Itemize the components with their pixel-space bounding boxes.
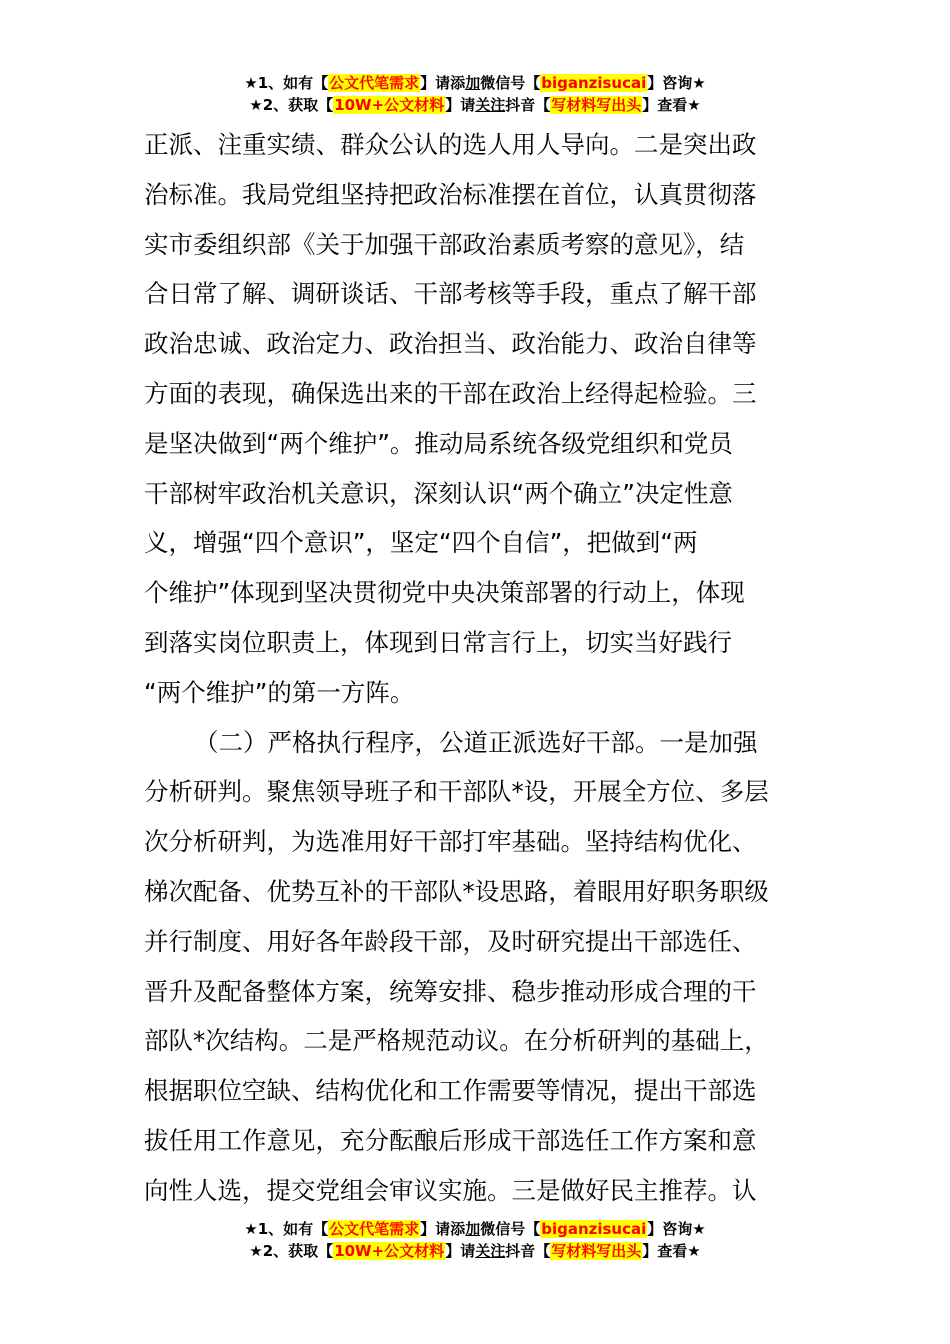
text-line: 向性人选，提交党组会审议实施。三是做好民主推荐。认: [144, 1175, 757, 1205]
text-line: 次分析研判，为选准用好干部打牢基础。坚持结构优化、: [144, 827, 757, 857]
text-line: 个维护”体现到坚决贯彻党中央决策部署的行动上，体现: [144, 578, 745, 608]
text-line: 分析研判。聚焦领导班子和干部队*设，开展全方位、多层: [144, 777, 769, 807]
text-line: 正派、注重实绩、群众公认的选人用人导向。二是突出政: [144, 130, 757, 159]
text-line: 实市委组织部《关于加强干部政治素质考察的意见》，结: [144, 229, 745, 259]
banner-text: 】查看★: [642, 96, 701, 114]
banner-text: 】请: [445, 96, 476, 114]
banner-text: 微信号【: [480, 1220, 541, 1238]
banner-text: 抖音【: [505, 1242, 551, 1260]
banner-text: ★2、获取【: [249, 96, 334, 114]
banner-line-2: [0, 1240, 950, 1262]
banner-text: 】咨询★: [647, 74, 706, 92]
banner-text: ★2、获取【: [249, 1242, 334, 1260]
banner-underline: 加: [465, 74, 481, 92]
banner-highlight: 写材料写出头: [551, 1242, 642, 1260]
banner-line-2: [0, 94, 950, 116]
banner-text: 微信号【: [480, 74, 541, 92]
banner-line-1: [0, 1218, 950, 1240]
text-line: 义，增强“四个意识”，坚定“四个自信”，把做到“两: [144, 528, 698, 558]
text-line: 根据职位空缺、结构优化和工作需要等情况，提出干部选: [144, 1076, 757, 1106]
banner-line-1: [0, 72, 950, 94]
text-line: 政治忠诚、政治定力、政治担当、政治能力、政治自律等: [144, 329, 757, 359]
text-line: 晋升及配备整体方案，统筹安排、稳步推动形成合理的干: [144, 976, 757, 1006]
text-line: 方面的表现，确保选出来的干部在政治上经得起检验。三: [144, 378, 757, 408]
banner-text: ★1、如有【: [244, 74, 329, 92]
banner-text: 抖音【: [505, 96, 551, 114]
banner-highlight: biganzisucai: [541, 1220, 647, 1238]
banner-highlight: 公文代笔需求: [329, 1220, 420, 1238]
text-line: 是坚决做到“两个维护”。推动局系统各级党组织和党员: [144, 428, 733, 458]
text-line: 到落实岗位职责上，体现到日常言行上，切实当好践行: [144, 627, 732, 657]
banner-underline: 关注: [475, 1242, 506, 1260]
footer-banner: [0, 1218, 950, 1262]
banner-text: ★1、如有【: [244, 1220, 329, 1238]
text-line: 治标准。我局党组坚持把政治标准摆在首位，认真贯彻落: [144, 179, 757, 209]
banner-highlight: 写材料写出头: [551, 96, 642, 114]
banner-text: 】请添: [420, 1220, 466, 1238]
text-line: 拔任用工作意见，充分酝酿后形成干部选任工作方案和意: [144, 1125, 757, 1155]
banner-text: 】请: [445, 1242, 476, 1260]
banner-text: 】咨询★: [647, 1220, 706, 1238]
document-body: [144, 120, 808, 1216]
banner-underline: 加: [465, 1220, 481, 1238]
text-line: 并行制度、用好各年龄段干部，及时研究提出干部选任、: [144, 926, 757, 956]
text-line: “两个维护”的第一方阵。: [144, 677, 415, 707]
banner-highlight: biganzisucai: [541, 74, 647, 92]
banner-highlight: 公文代笔需求: [329, 74, 420, 92]
banner-underline: 关注: [475, 96, 506, 114]
banner-highlight: 10W+公文材料: [334, 96, 445, 114]
text-line: 部队*次结构。二是严格规范动议。在分析研判的基础上，: [144, 1026, 769, 1056]
text-line: 合日常了解、调研谈话、干部考核等手段，重点了解干部: [144, 279, 757, 309]
text-line: 干部树牢政治机关意识，深刻认识“两个确立”决定性意: [144, 478, 733, 508]
text-line: 梯次配备、优势互补的干部队*设思路，着眼用好职务职级: [144, 876, 769, 906]
banner-text: 】请添: [420, 74, 466, 92]
banner-text: 】查看★: [642, 1242, 701, 1260]
banner-highlight: 10W+公文材料: [334, 1242, 445, 1260]
section-heading-line: （二）严格执行程序，公道正派选好干部。一是加强: [194, 727, 758, 757]
header-banner: [0, 72, 950, 116]
